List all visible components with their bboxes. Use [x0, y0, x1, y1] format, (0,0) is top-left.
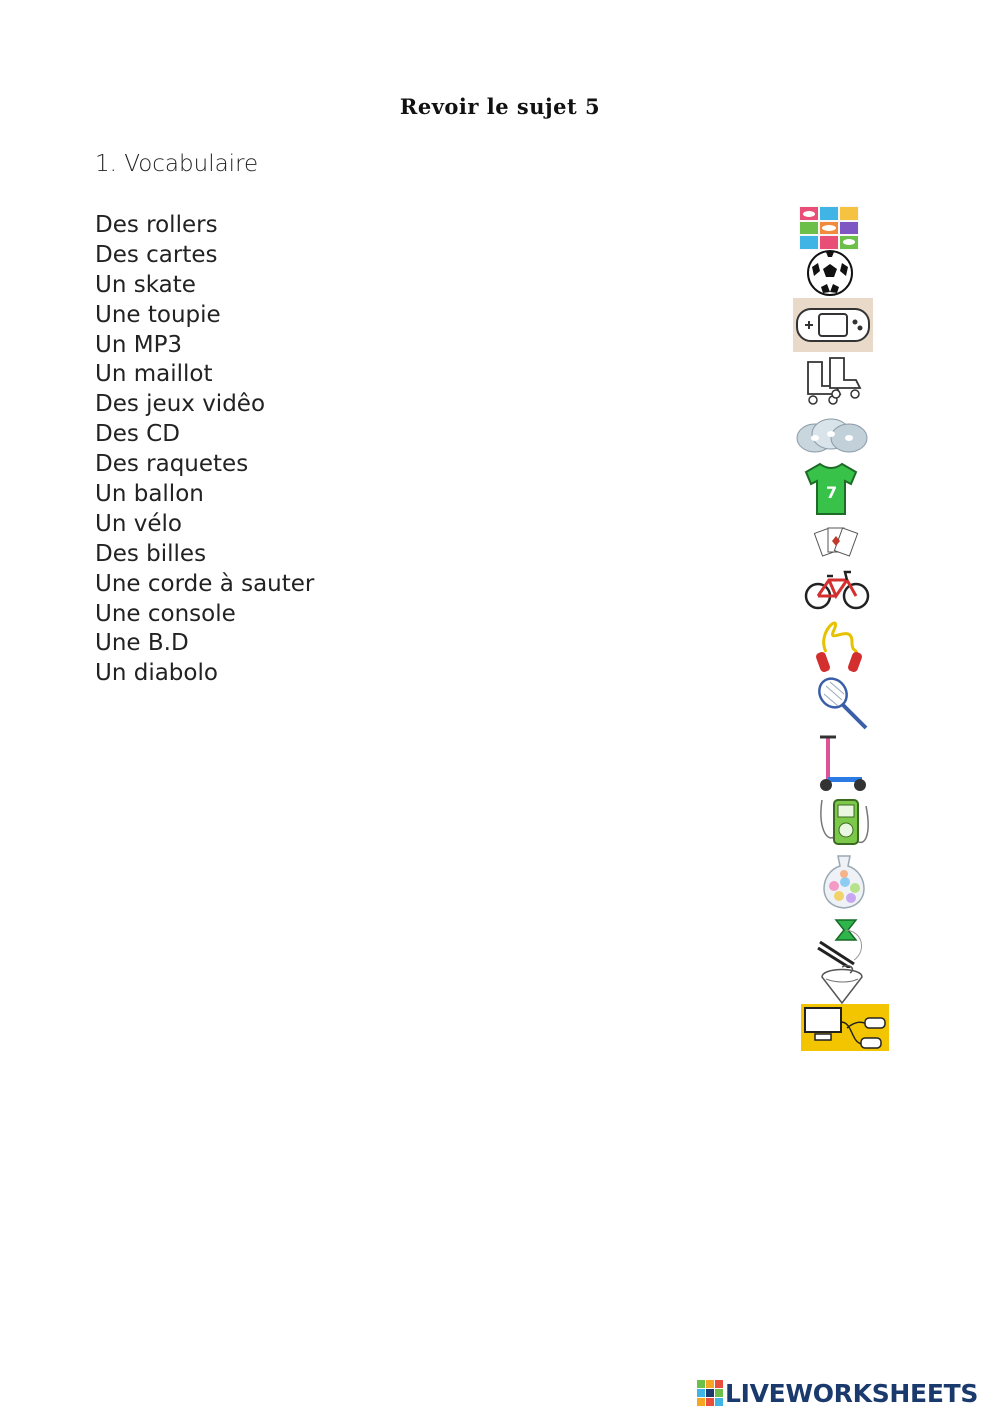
vocab-item: Une toupie	[95, 301, 221, 328]
svg-text:7: 7	[826, 483, 838, 502]
scooter-picture[interactable]	[814, 733, 870, 793]
vocab-item: Des raquetes	[95, 451, 249, 478]
vocab-item: Un vélo	[95, 510, 182, 537]
section-heading: 1. Vocabulaire	[95, 151, 259, 177]
vocab-item: Une B.D	[95, 630, 189, 657]
roller-skates-picture[interactable]	[800, 356, 864, 410]
liveworksheets-icon	[697, 1380, 723, 1406]
vocabulary-list	[95, 211, 314, 689]
jersey-picture[interactable]	[802, 462, 860, 516]
diabolo-picture[interactable]	[814, 912, 870, 968]
vocab-item: Des CD	[95, 421, 180, 448]
vocab-item: Un ballon	[95, 481, 204, 508]
handheld-console-picture[interactable]	[793, 298, 873, 352]
soccer-ball-picture[interactable]	[804, 249, 856, 297]
playing-cards-picture[interactable]	[814, 522, 860, 560]
vocab-item: Des jeux vidêo	[95, 391, 266, 418]
vocab-item: Des billes	[95, 540, 207, 567]
cds-picture[interactable]	[795, 410, 869, 460]
vocab-item: Un skate	[95, 271, 196, 298]
brand-name: LIVEWORKSHEETS	[725, 1378, 979, 1408]
video-games-picture[interactable]	[801, 1004, 889, 1051]
mp3-player-picture[interactable]	[816, 796, 872, 852]
tennis-racket-picture[interactable]	[816, 676, 870, 732]
vocab-item: Des cartes	[95, 241, 218, 268]
vocab-item: Un MP3	[95, 331, 183, 358]
liveworksheets-logo[interactable]	[697, 1375, 978, 1411]
comic-strip-picture[interactable]	[799, 206, 859, 250]
bicycle-picture[interactable]	[803, 562, 871, 612]
jump-rope-picture[interactable]	[812, 612, 868, 676]
marbles-bag-picture[interactable]	[814, 852, 874, 912]
vocab-item: Une corde à sauter	[95, 570, 315, 597]
spinning-top-picture[interactable]	[812, 963, 872, 1005]
vocab-item: Un maillot	[95, 361, 213, 388]
vocab-item: Un diabolo	[95, 660, 218, 687]
vocab-item: Une console	[95, 600, 236, 627]
vocab-item: Des rollers	[95, 212, 218, 238]
page-title: Revoir le sujet 5	[399, 94, 601, 119]
